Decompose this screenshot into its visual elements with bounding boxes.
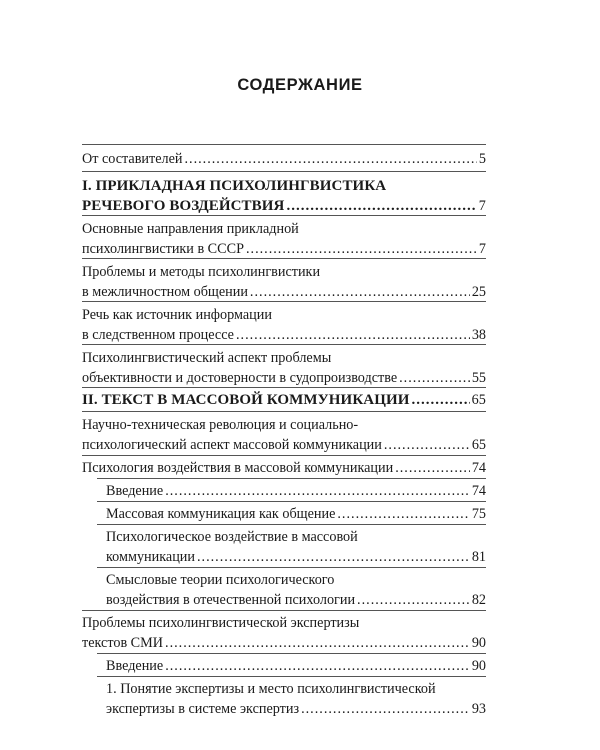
divider xyxy=(97,653,486,654)
toc-entry-label: Основные направления прикладной xyxy=(82,221,299,237)
toc-entry-label: Введение xyxy=(106,658,164,674)
leader-dots xyxy=(337,504,469,524)
toc-entry-label: воздействия в отечественной психологии xyxy=(106,592,356,608)
toc-entry-label: Речь как источник информации xyxy=(82,307,272,323)
toc-page-number: 65 xyxy=(471,437,486,453)
toc-page-number: 7 xyxy=(478,241,486,257)
toc-entry-label: в межличностном общении xyxy=(82,284,248,300)
toc-entry-label: Психолингвистический аспект проблемы xyxy=(82,350,332,366)
leader-dots xyxy=(395,458,470,478)
toc-entry-label: текстов СМИ xyxy=(82,635,164,651)
toc-page-number: 93 xyxy=(471,701,486,717)
toc-entry-label: I. ПРИКЛАДНАЯ ПСИХОЛИНГВИСТИКА xyxy=(82,178,387,194)
leader-dots xyxy=(301,699,470,719)
divider xyxy=(82,171,486,172)
leader-dots xyxy=(384,435,470,455)
toc-entry-label: психологический аспект массовой коммуникации xyxy=(82,437,382,453)
leader-dots xyxy=(246,239,477,259)
toc-page-number: 5 xyxy=(478,151,486,167)
page-title: СОДЕРЖАНИЕ xyxy=(237,76,363,94)
divider xyxy=(82,455,486,456)
toc-page-number: 74 xyxy=(471,483,486,499)
divider xyxy=(97,478,486,479)
divider xyxy=(82,387,486,388)
toc-entry-label: Введение xyxy=(106,483,164,499)
toc-page-number: 90 xyxy=(471,658,486,674)
toc-entry-label: Научно-техническая революция и социально- xyxy=(82,417,359,433)
toc-entry-label: РЕЧЕВОГО ВОЗДЕЙСТВИЯ xyxy=(82,198,285,214)
toc-entry-label: объективности и достоверности в судопроизводстве xyxy=(82,370,398,386)
leader-dots xyxy=(357,590,470,610)
toc-page-number: 65 xyxy=(471,392,486,408)
toc-page-number: 74 xyxy=(471,460,486,476)
toc-page-number: 38 xyxy=(471,327,486,343)
toc-entry-label: II. ТЕКСТ В МАССОВОЙ КОММУНИКАЦИИ xyxy=(82,392,410,408)
toc-page-number: 7 xyxy=(478,198,486,214)
toc-entry-label: Проблемы психолингвистической экспертизы xyxy=(82,615,360,631)
leader-dots xyxy=(286,196,476,216)
divider xyxy=(82,610,486,611)
leader-dots xyxy=(399,368,470,388)
toc-entry-label: Смысловые теории психологического xyxy=(106,572,335,588)
toc-entry-label: 1. Понятие экспертизы и место психолингвистической xyxy=(106,681,436,697)
divider xyxy=(82,144,486,145)
leader-dots xyxy=(165,656,470,676)
toc-entry-label: Массовая коммуникация как общение xyxy=(106,506,336,522)
divider xyxy=(82,301,486,302)
divider xyxy=(82,258,486,259)
leader-dots xyxy=(184,149,476,169)
toc-entry-label: Психология воздействия в массовой коммуникации xyxy=(82,460,394,476)
divider xyxy=(82,215,486,216)
leader-dots xyxy=(412,390,470,410)
toc-entry-label: коммуникации xyxy=(106,549,195,565)
toc-entry-label: в следственном процессе xyxy=(82,327,234,343)
leader-dots xyxy=(250,282,470,302)
leader-dots xyxy=(197,547,470,567)
toc-entry-label: Психологическое воздействие в массовой xyxy=(106,529,358,545)
toc-entry-label: психолингвистики в СССР xyxy=(82,241,244,257)
toc-entry-label: экспертизы в системе экспертиз xyxy=(106,701,300,717)
toc-page-number: 25 xyxy=(471,284,486,300)
toc-page-number: 82 xyxy=(471,592,486,608)
divider xyxy=(82,411,486,412)
divider xyxy=(97,501,486,502)
divider xyxy=(97,567,486,568)
toc-page-number: 81 xyxy=(471,549,486,565)
toc-entry-label: Проблемы и методы психолингвистики xyxy=(82,264,321,280)
leader-dots xyxy=(165,633,470,653)
divider xyxy=(82,344,486,345)
toc-page-number: 90 xyxy=(471,635,486,651)
leader-dots xyxy=(236,325,470,345)
leader-dots xyxy=(165,481,470,501)
divider xyxy=(97,524,486,525)
divider xyxy=(97,676,486,677)
toc-page-number: 55 xyxy=(471,370,486,386)
toc-page-number: 75 xyxy=(471,506,486,522)
toc-entry-label: От составителей xyxy=(82,151,183,167)
